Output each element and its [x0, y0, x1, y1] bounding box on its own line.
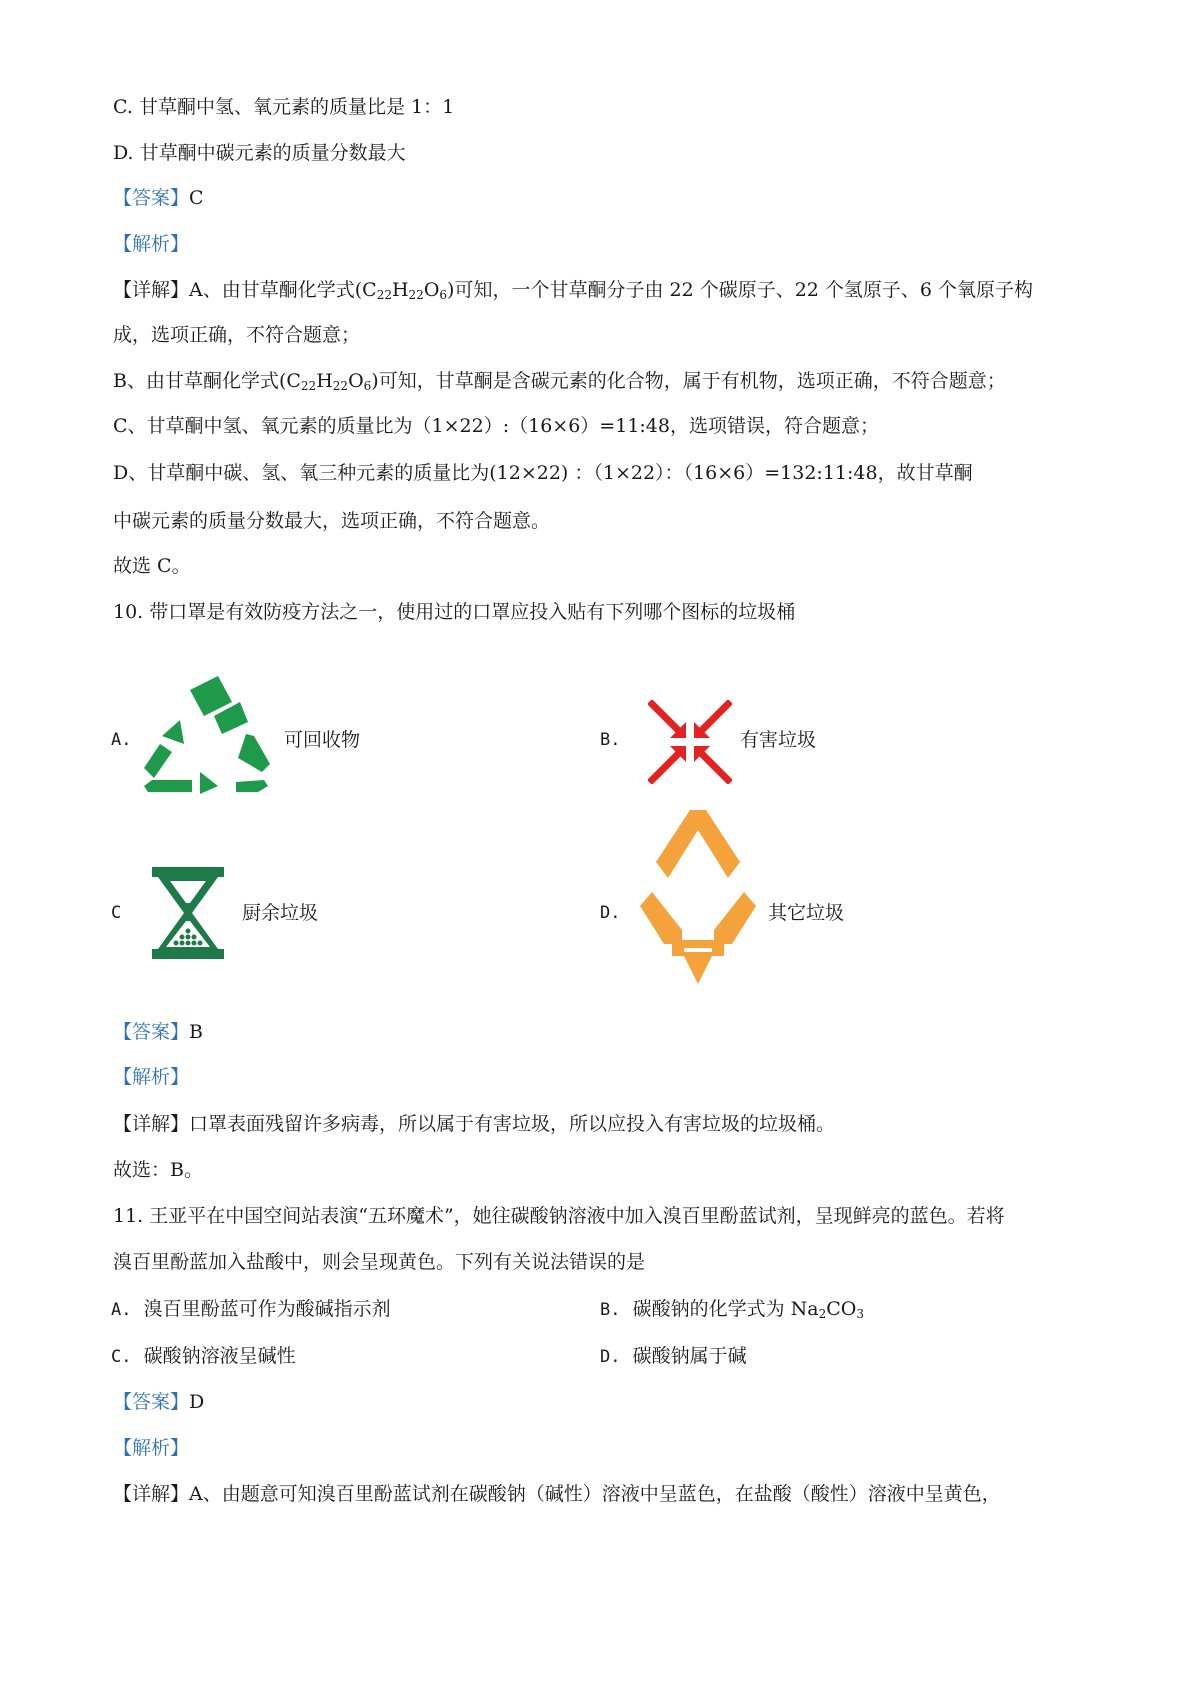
formula-c-count: 22 — [376, 288, 392, 302]
answer-value: D — [189, 1391, 205, 1413]
q10-option-b-label: 有害垃圾 — [740, 729, 817, 751]
q9-analysis-label: 【解析】 — [113, 233, 190, 255]
answer-label: 【答案】 — [113, 1391, 190, 1413]
option-sub: 3 — [856, 1307, 864, 1321]
q10-option-b-letter: B. — [600, 730, 621, 750]
detail-text: 口罩表面残留许多病毒，所以属于有害垃圾，所以应投入有害垃圾的垃圾桶。 — [189, 1113, 836, 1135]
answer-value: C — [189, 187, 204, 209]
q10-option-c-letter: C — [111, 903, 122, 923]
detail-text: A、由题意可知溴百里酚蓝试剂在碳酸钠（碱性）溶液中呈蓝色，在盐酸（酸性）溶液中呈黄色， — [189, 1483, 1001, 1505]
recycle-icon — [142, 676, 274, 794]
q11-option-a — [111, 1296, 391, 1323]
detail-label: 【详解】 — [113, 1483, 190, 1505]
q10-detail — [113, 1111, 835, 1137]
other-waste-icon — [638, 810, 758, 986]
option-sub: 2 — [818, 1307, 827, 1321]
option-letter: A. — [111, 1300, 132, 1320]
q11-analysis-label: 【解析】 — [113, 1437, 190, 1459]
q9-detail-b — [113, 368, 1006, 394]
answer-label: 【答案】 — [113, 187, 190, 209]
q10-option-c-label: 厨余垃圾 — [242, 902, 319, 924]
q11-option-d — [600, 1343, 747, 1370]
q9-detail-a-line2: 成，选项正确，不符合题意； — [113, 324, 361, 346]
detail-label: 【详解】 — [113, 279, 190, 301]
formula-o: O — [423, 279, 440, 301]
q10-conclusion: 故选：B。 — [113, 1159, 203, 1181]
formula-o-count: 6 — [363, 379, 372, 393]
detail-label: 【详解】 — [113, 1113, 190, 1135]
formula-h-count: 22 — [408, 288, 424, 302]
option-text-mid: CO — [826, 1298, 857, 1320]
detail-a-post: )可知，一个甘草酮分子由 22 个碳原子、22 个氢原子、6 个氧原子构 — [447, 279, 1034, 301]
detail-a-pre: A、由甘草酮化学式(C — [189, 279, 377, 301]
q9-option-d: D. 甘草酮中碳元素的质量分数最大 — [113, 142, 406, 164]
formula-h-count: 22 — [332, 379, 349, 393]
q10-option-d-label: 其它垃圾 — [768, 902, 845, 924]
option-letter: C. — [111, 1347, 132, 1367]
q9-detail-d-line2: 中碳元素的质量分数最大，选项正确，不符合题意。 — [113, 510, 551, 532]
q9-detail-d-line1: D、甘草酮中碳、氢、氧三种元素的质量比为(12×22) ：（1×22）：（16×6）=132:11:48，故甘草酮 — [113, 462, 973, 484]
formula-o-count: 6 — [439, 288, 448, 302]
formula-h: H — [316, 370, 333, 392]
hourglass-icon — [152, 867, 224, 959]
q11-answer — [113, 1389, 204, 1415]
answer-value: B — [189, 1021, 203, 1043]
option-text: 碳酸钠的化学式为 Na — [632, 1298, 819, 1320]
q9-answer — [113, 185, 204, 211]
q10-option-d-letter: D. — [600, 903, 621, 923]
option-letter: D. — [600, 1347, 621, 1367]
q10-analysis-label: 【解析】 — [113, 1066, 190, 1088]
hazard-arrows-icon — [648, 700, 732, 784]
formula-c-count: 22 — [300, 379, 317, 393]
q10-option-a-letter: A. — [111, 730, 132, 750]
option-text: 溴百里酚蓝可作为酸碱指示剂 — [143, 1298, 391, 1320]
q9-detail-a — [113, 277, 1033, 303]
q10-stem: 10. 带口罩是有效防疫方法之一，使用过的口罩应投入贴有下列哪个图标的垃圾桶 — [113, 601, 796, 623]
answer-label: 【答案】 — [113, 1021, 190, 1043]
q9-option-c: C. 甘草酮中氢、氧元素的质量比是 1：1 — [113, 96, 455, 118]
formula-o: O — [348, 370, 364, 392]
q11-stem-line2: 溴百里酚蓝加入盐酸中，则会呈现黄色。下列有关说法错误的是 — [113, 1251, 646, 1273]
formula-h: H — [391, 279, 409, 301]
q10-option-a-label: 可回收物 — [284, 729, 361, 751]
q11-option-c — [111, 1343, 296, 1370]
option-text: 碳酸钠属于碱 — [632, 1345, 747, 1367]
q11-stem-line1: 11. 王亚平在中国空间站表演“五环魔术”，她往碳酸钠溶液中加入溴百里酚蓝试剂，呈现鲜亮的蓝色。若将 — [113, 1205, 1005, 1227]
q11-detail — [113, 1481, 1001, 1507]
q10-answer — [113, 1019, 203, 1045]
option-letter: B. — [600, 1300, 621, 1320]
option-text: 碳酸钠溶液呈碱性 — [143, 1345, 296, 1367]
q9-detail-c: C、甘草酮中氢、氧元素的质量比为（1×22）:（16×6）=11:48，选项错误，符合题意； — [113, 415, 879, 437]
detail-b-post: )可知，甘草酮是含碳元素的化合物，属于有机物，选项正确，不符合题意； — [371, 370, 1006, 392]
q11-option-b — [600, 1296, 864, 1323]
detail-b-pre: B、由甘草酮化学式(C — [113, 370, 301, 392]
q9-conclusion: 故选 C。 — [113, 555, 191, 577]
